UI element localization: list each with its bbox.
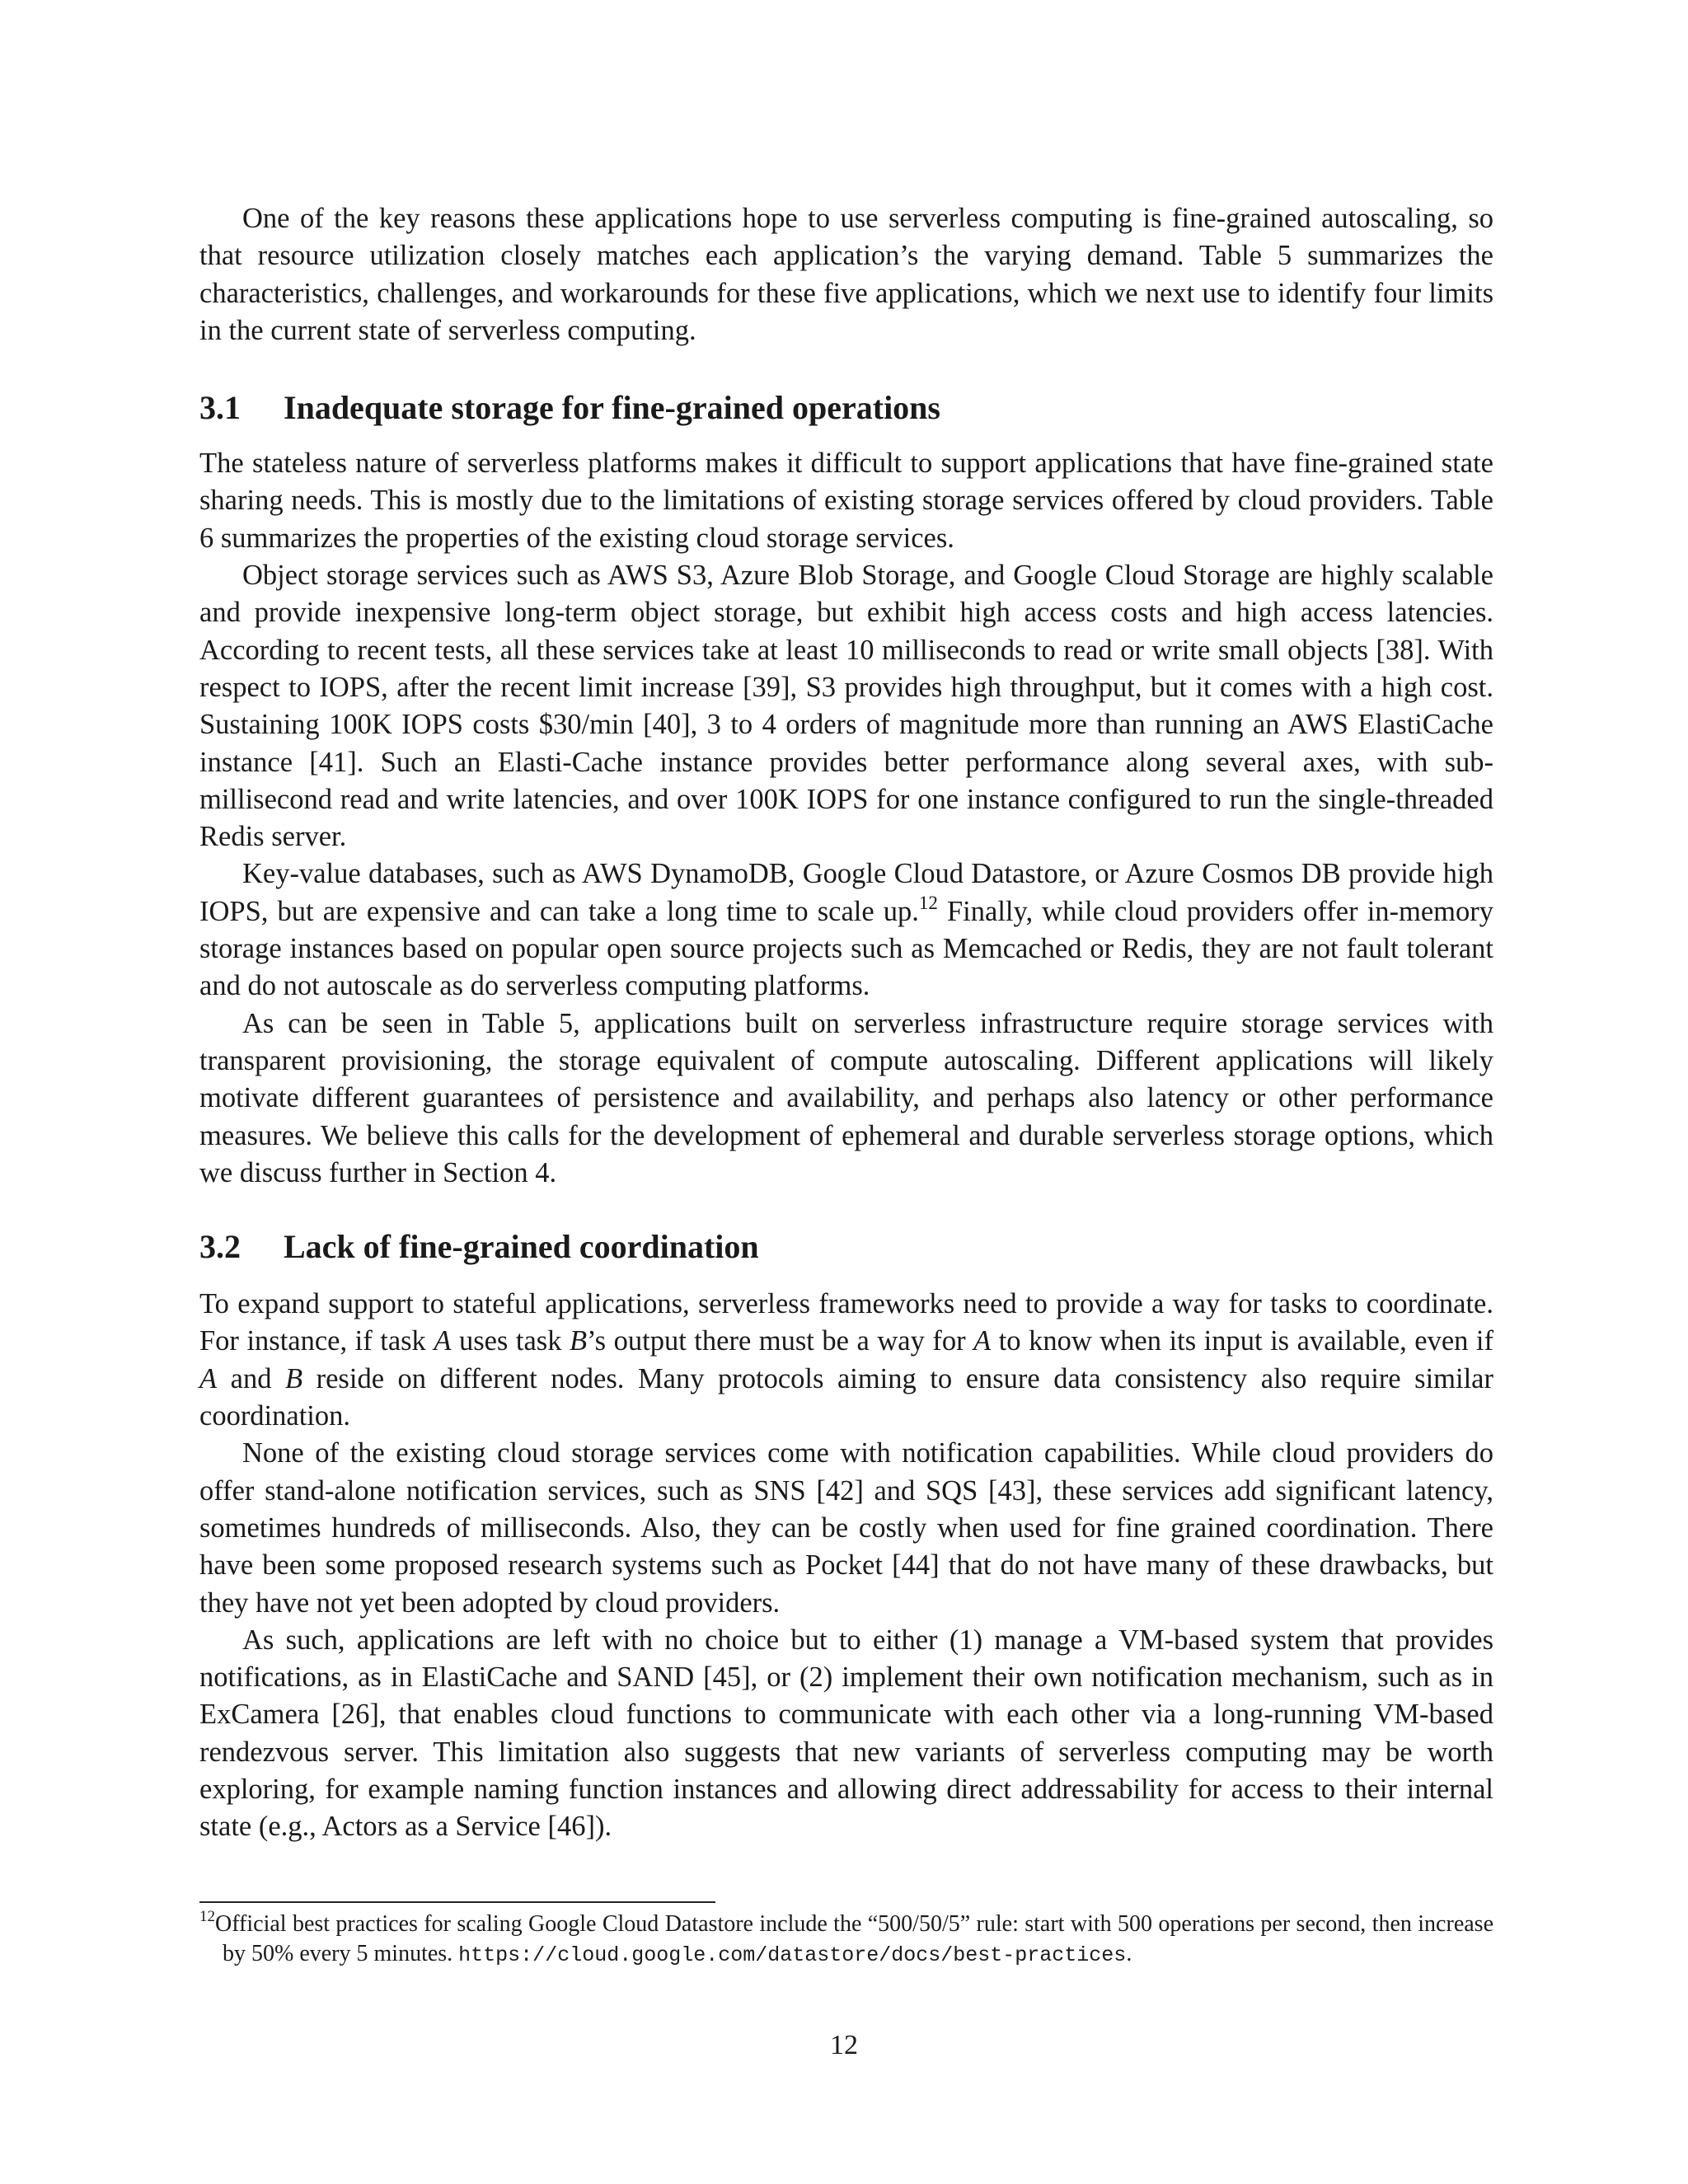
footnote-reference[interactable]: 12 — [918, 892, 938, 913]
main-text — [199, 200, 1493, 1846]
math-variable: A — [434, 1325, 452, 1357]
section-heading-3-2 — [199, 1226, 1493, 1268]
footnote-link[interactable]: https://cloud.google.com/datastore/docs/best-practices — [458, 1943, 1127, 1967]
intro-paragraph: One of the key reasons these applications hope to use serverless computing is fine-grained autoscaling, so that resource utilization closely matches each application’s the varying demand. Table 5 summarizes the characteristics, challenges, and workarounds for these five applications, which we next use to identify four limits in the current state of serverless computing. — [199, 203, 1493, 346]
paragraph-text: uses task — [451, 1325, 570, 1357]
paragraph — [199, 1286, 1493, 1435]
footnote-mark: 12 — [199, 1908, 215, 1925]
paragraph-text: to know when its input is available, even if — [991, 1325, 1494, 1357]
math-variable: B — [285, 1362, 303, 1394]
footnote-text: Official best practices for scaling Google Cloud Datastore include the “500/50/5” rule: start with 500 operations per second, then increase by 50% every 5 minutes. — [215, 1911, 1493, 1966]
paragraph: Object storage services such as AWS S3, Azure Blob Storage, and Google Cloud Storage are highly scalable and provide inexpensive long-term object storage, but exhibit high access costs and high access latencies. According to recent tests, all these services take at least 10 milliseconds to read or write small objects [38]. With respect to IOPS, after the recent limit increase [39], S3 provides high throughput, but it comes with a high cost. Sustaining 100K IOPS costs $30/min [40], 3 to 4 orders of magnitude more than running an AWS ElastiCache instance [41]. Such an Elasti-Cache instance provides better performance along several axes, with sub-millisecond read and write latencies, and over 100K IOPS for one instance configured to run the single-threaded Redis server. — [199, 560, 1493, 853]
paragraph-text: Finally, while cloud providers offer in-memory storage instances based on popular open source projects such as Memcached or Redis, they are not fault tolerant and do not autoscale as do serverless computing platforms. — [199, 895, 1493, 1002]
section-number: 3.1 — [199, 389, 241, 427]
page-number: 12 — [830, 2030, 858, 2060]
paragraph-text: ’s output there must be a way for — [587, 1325, 974, 1357]
footnote-end: . — [1126, 1941, 1132, 1966]
math-variable: B — [570, 1325, 588, 1357]
paragraph: As can be seen in Table 5, applications built on serverless infrastructure require storage services with transparent provisioning, the storage equivalent of compute autoscaling. Different applications will likely motivate different guarantees of persistence and availability, and perhaps also latency or other performance measures. We believe this calls for the development of ephemeral and durable serverless storage options, which we discuss further in Section 4. — [199, 1007, 1493, 1188]
paragraph-text: and — [217, 1362, 285, 1394]
math-variable: A — [973, 1325, 992, 1357]
footnote-divider — [199, 1901, 715, 1903]
paragraph: None of the existing cloud storage services come with notification capabilities. While cloud providers do offer stand-alone notification services, such as SNS [42] and SQS [43], these services add significant latency, sometimes hundreds of milliseconds. Also, they can be costly when used for fine grained coordination. There have been some proposed research systems such as Pocket [44] that do not have many of these drawbacks, but they have not yet been adopted by cloud providers. — [199, 1437, 1493, 1619]
paragraph: The stateless nature of serverless platforms makes it difficult to support applications that have fine-grained state sharing needs. This is mostly due to the limitations of existing storage services offered by cloud providers. Table 6 summarizes the properties of the existing cloud storage services. — [199, 448, 1493, 554]
section-title: Lack of fine-grained coordination — [284, 1228, 759, 1266]
footnote-body — [199, 1910, 1493, 1971]
section-heading-3-1 — [199, 387, 1493, 429]
section-title: Inadequate storage for fine-grained operations — [284, 389, 940, 427]
paragraph-text: Key-value databases, such as AWS DynamoDB, Google Cloud Datastore, or Azure Cosmos DB provide high IOPS, but are expensive and can take a long time to scale up. — [199, 858, 1493, 927]
section-number: 3.2 — [199, 1228, 241, 1266]
paragraph-text: To expand support to stateful applications, serverless frameworks need to provide a way for tasks to coordinate. For instance, if task — [199, 1288, 1493, 1357]
paragraph: As such, applications are left with no choice but to either (1) manage a VM-based system that provides notifications, as in ElastiCache and SAND [45], or (2) implement their own notification mechanism, such as in ExCamera [26], that enables cloud functions to communicate with each other via a long-running VM-based rendezvous server. This limitation also suggests that new variants of serverless computing may be worth exploring, for example naming function instances and allowing direct addressability for access to their internal state (e.g., Actors as a Service [46]). — [199, 1624, 1493, 1843]
footnote — [199, 1910, 1493, 1971]
math-variable: A — [199, 1362, 218, 1394]
paragraph-text: reside on different nodes. Many protocols aiming to ensure data consistency also require similar coordination. — [199, 1362, 1493, 1432]
paragraph — [199, 855, 1493, 1005]
